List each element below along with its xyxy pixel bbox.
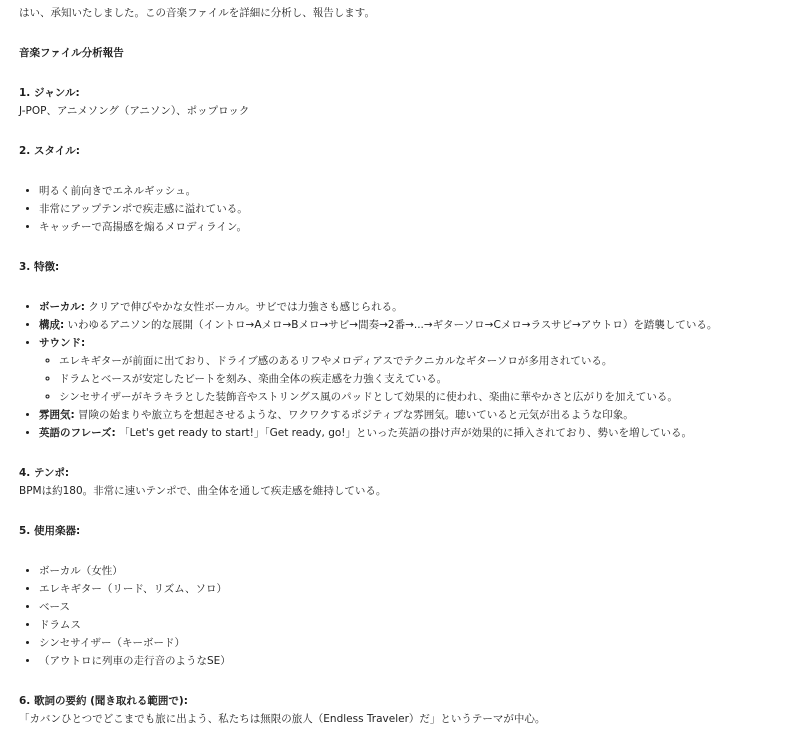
list-item: • ドラムス <box>39 616 779 634</box>
sound-sublist <box>39 352 779 406</box>
style-section <box>19 142 779 236</box>
lyrics-text: 「カバンひとつでどこまでも旅に出よう、私たちは無限の旅人（Endless Traveler）だ」というテーマが中心。 <box>19 713 546 725</box>
genre-heading: 1. ジャンル: <box>19 87 80 99</box>
list-item: ◦ シンセサイザーがキラキラとした装飾音やストリングス風のパッドとして効果的に使われ、楽曲に華やかさと広がりを加えている。 <box>59 388 779 406</box>
sound-label: サウンド: <box>39 337 86 349</box>
tempo-heading: 4. テンポ: <box>19 467 70 479</box>
list-item <box>39 316 779 334</box>
list-item: • ボーカル（女性） <box>39 562 779 580</box>
mood-label: 雰囲気: <box>39 409 75 421</box>
features-heading: 3. 特徴: <box>19 261 60 273</box>
intro-text: はい、承知いたしました。この音楽ファイルを詳細に分析し、報告します。 <box>19 7 375 19</box>
list-item <box>39 334 779 406</box>
style-list <box>19 182 779 236</box>
genre-section <box>19 84 779 120</box>
phrase-text: 「Let's get ready to start!」「Get ready, go!」といった英語の掛け声が効果的に挿入されており、勢いを増している。 <box>115 427 692 439</box>
tempo-section <box>19 464 779 500</box>
list-item: • ベース <box>39 598 779 616</box>
list-item: • （アウトロに列車の走行音のようなSE） <box>39 652 779 670</box>
instruments-list <box>19 562 779 670</box>
style-heading: 2. スタイル: <box>19 145 80 157</box>
vocal-label: ボーカル: <box>39 301 85 313</box>
list-item: • 明るく前向きでエネルギッシュ。 <box>39 182 779 200</box>
tempo-text: BPMは約180。非常に速いテンポで、曲全体を通して疾走感を維持している。 <box>19 485 387 497</box>
structure-text: いわゆるアニソン的な展開（イントロ→Aメロ→Bメロ→サビ→間奏→2番→...→ギターソロ→Cメロ→ラスサビ→アウトロ）を踏襲している。 <box>64 319 718 331</box>
list-item <box>39 406 779 424</box>
list-item: • キャッチーで高揚感を煽るメロディライン。 <box>39 218 779 236</box>
list-item <box>39 424 779 442</box>
vocal-text: クリアで伸びやかな女性ボーカル。サビでは力強さも感じられる。 <box>85 301 403 313</box>
lyrics-heading: 6. 歌詞の要約 (聞き取れる範囲で): <box>19 695 188 707</box>
list-item: • 非常にアップテンポで疾走感に溢れている。 <box>39 200 779 218</box>
genre-text: J-POP、アニメソング（アニソン）、ポップロック <box>19 105 250 117</box>
mood-text: 冒険の始まりや旅立ちを想起させるような、ワクワクするポジティブな雰囲気。聴いていると元気が出るような印象。 <box>74 409 634 421</box>
list-item: ◦ エレキギターが前面に出ており、ドライブ感のあるリフやメロディアスでテクニカルなギターソロが多用されている。 <box>59 352 779 370</box>
lyrics-section <box>19 692 779 728</box>
instruments-heading: 5. 使用楽器: <box>19 525 81 537</box>
list-item: ◦ ドラムとベースが安定したビートを刻み、楽曲全体の疾走感を力強く支えている。 <box>59 370 779 388</box>
features-list <box>19 298 779 442</box>
list-item: • エレキギター（リード、リズム、ソロ） <box>39 580 779 598</box>
structure-label: 構成: <box>39 319 65 331</box>
instruments-section <box>19 522 779 670</box>
list-item: • シンセサイザー（キーボード） <box>39 634 779 652</box>
report-title: 音楽ファイル分析報告 <box>19 47 124 59</box>
features-section <box>19 258 779 442</box>
list-item <box>39 298 779 316</box>
phrase-label: 英語のフレーズ: <box>39 427 116 439</box>
